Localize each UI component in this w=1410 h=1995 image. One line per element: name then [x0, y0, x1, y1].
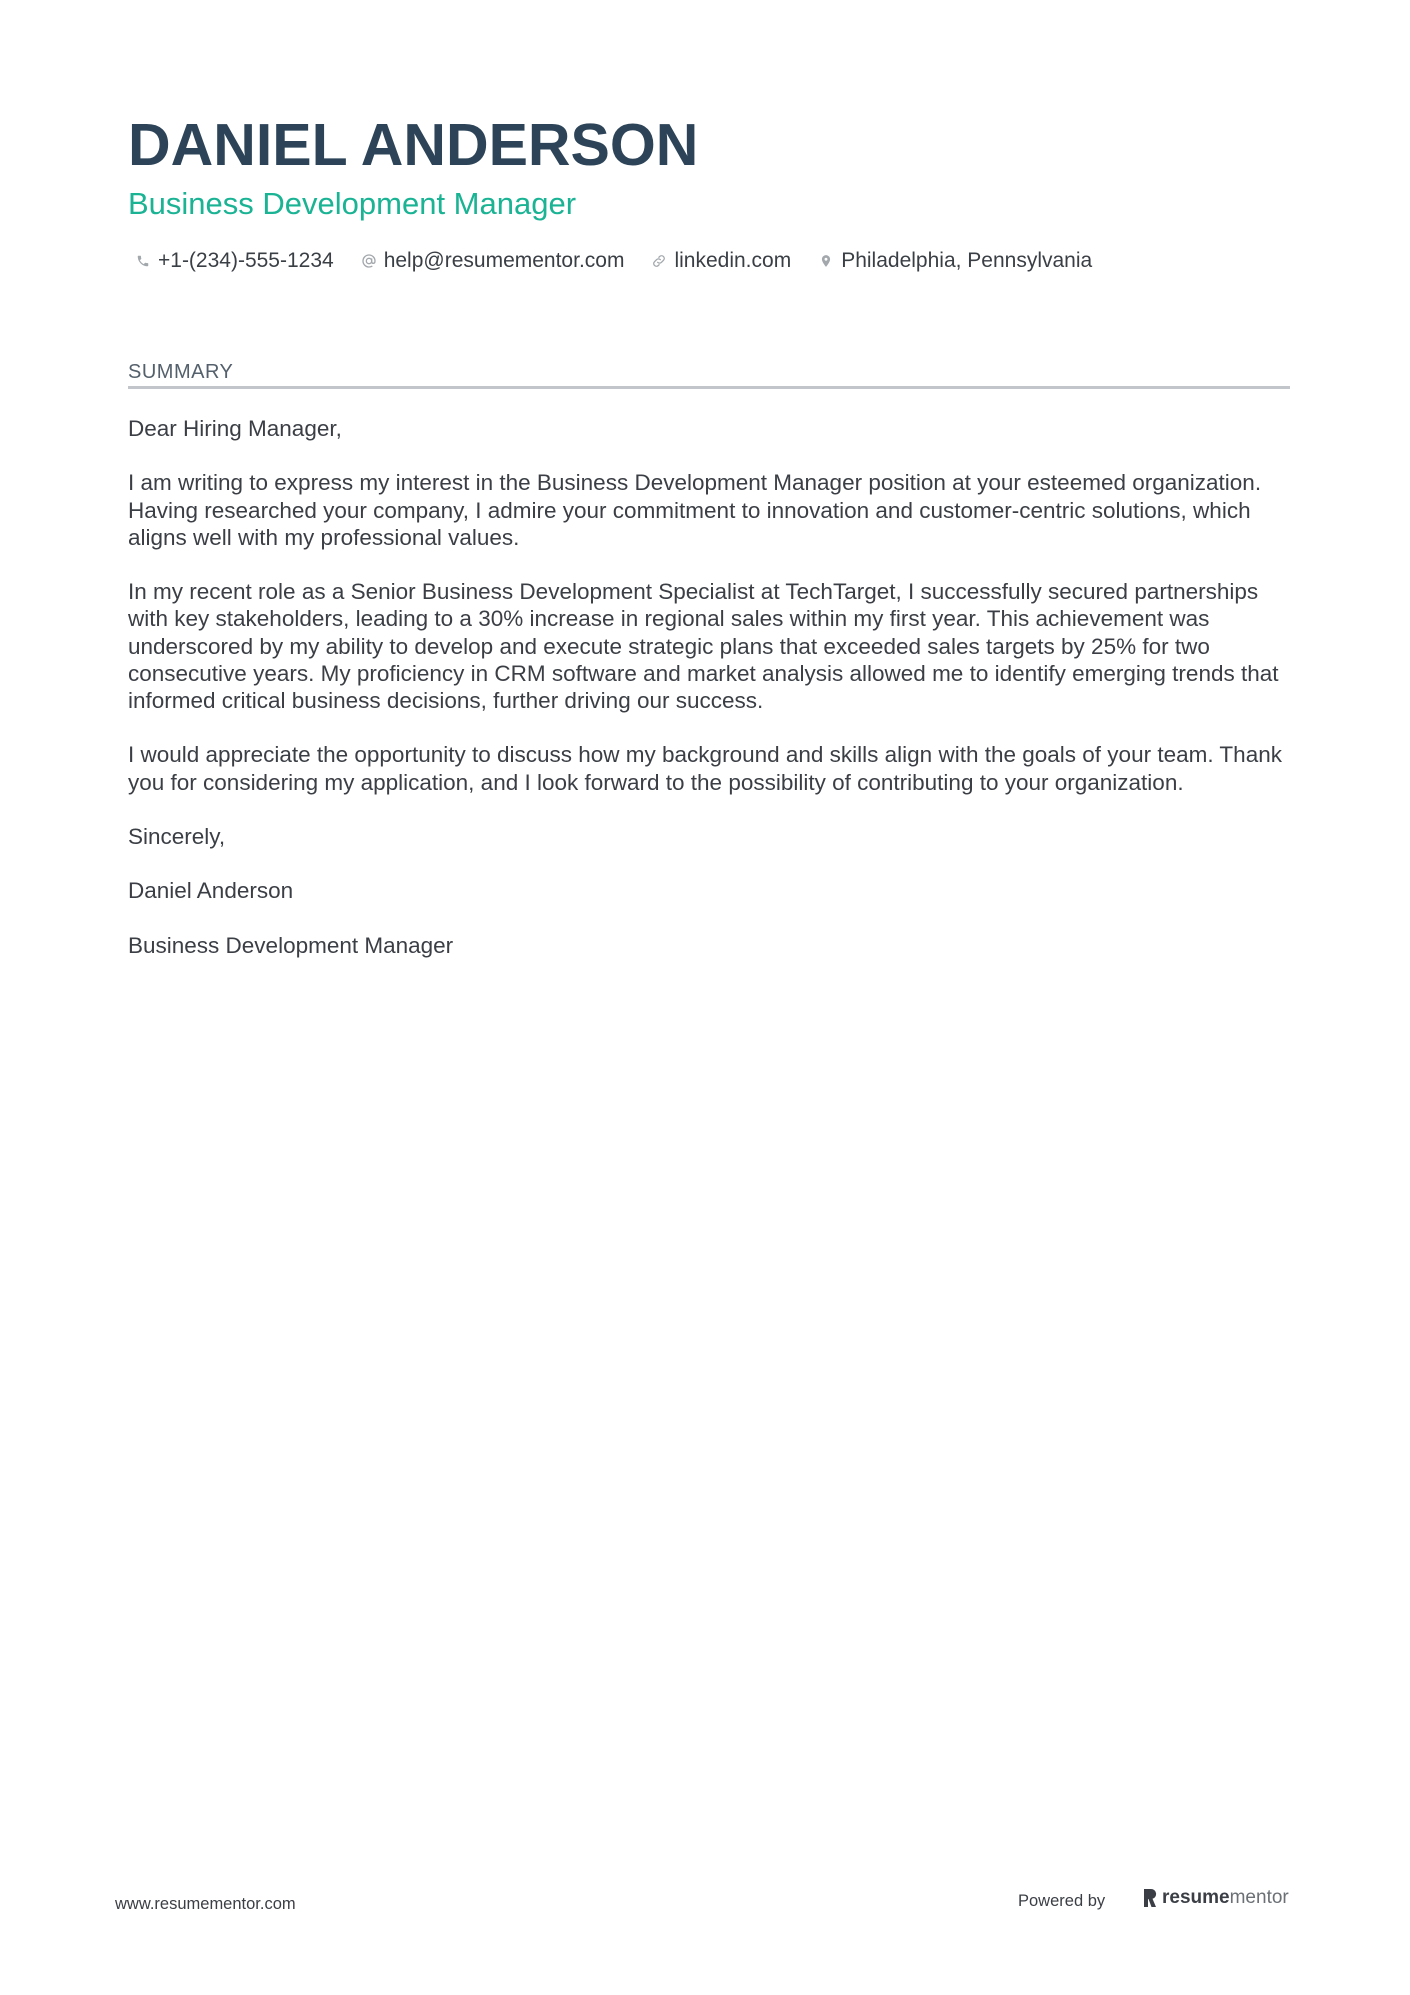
letter-paragraph: I am writing to express my interest in the Business Development Manager position at your esteemed organization. Having researched your company, I admire your commitment to innovation and customer-centric solutions, which aligns well with my professional values. — [128, 470, 1262, 550]
brand-name-light: mentor — [1229, 1887, 1289, 1908]
closing: Sincerely, — [128, 823, 226, 849]
powered-by-label: Powered by — [1018, 1892, 1106, 1910]
phone-icon — [134, 252, 152, 270]
brand-logo[interactable] — [1142, 1887, 1289, 1909]
email-text: help@resumementor.com — [383, 249, 625, 272]
linkedin-text: linkedin.com — [674, 249, 792, 272]
letter-paragraph: I would appreciate the opportunity to discuss how my background and skills align with the goals of your team. Thank you for considering my application, and I look forward to the possibility of contributing to your organization. — [128, 742, 1282, 795]
phone-text: +1-(234)-555-1234 — [158, 249, 334, 272]
salutation: Dear Hiring Manager, — [128, 416, 342, 441]
location-text: Philadelphia, Pennsylvania — [841, 249, 1093, 272]
signature-name: Daniel Anderson — [128, 878, 294, 904]
cover-letter-body — [128, 415, 1290, 986]
job-title: Business Development Manager — [128, 186, 577, 221]
signature-title: Business Development Manager — [128, 932, 454, 958]
brand-name-bold: resume — [1162, 1887, 1230, 1908]
location-pin-icon — [817, 252, 835, 270]
contact-phone — [134, 249, 334, 273]
contact-linkedin — [650, 249, 791, 273]
resumementor-logo-icon — [1142, 1888, 1158, 1908]
letter-paragraph: In my recent role as a Senior Business Development Specialist at TechTarget, I successfully secured partnerships with key stakeholders, leading to a 30% increase in regional sales within my first year. This achievement was underscored by my ability to develop and execute strategic plans that exceeded sales targets by 25% for two consecutive years. My proficiency in CRM software and market analysis allowed me to identify emerging trends that informed critical business decisions, further driving our success. — [128, 579, 1279, 713]
candidate-name: DANIEL ANDERSON — [128, 112, 699, 178]
link-icon — [650, 252, 668, 270]
section-divider — [128, 386, 1290, 389]
at-icon — [360, 252, 378, 270]
contact-email — [360, 249, 625, 273]
contact-bar — [134, 244, 1118, 278]
footer-website-link[interactable]: www.resumementor.com — [115, 1895, 296, 1913]
section-title-summary: SUMMARY — [128, 361, 234, 383]
contact-location — [817, 249, 1092, 273]
